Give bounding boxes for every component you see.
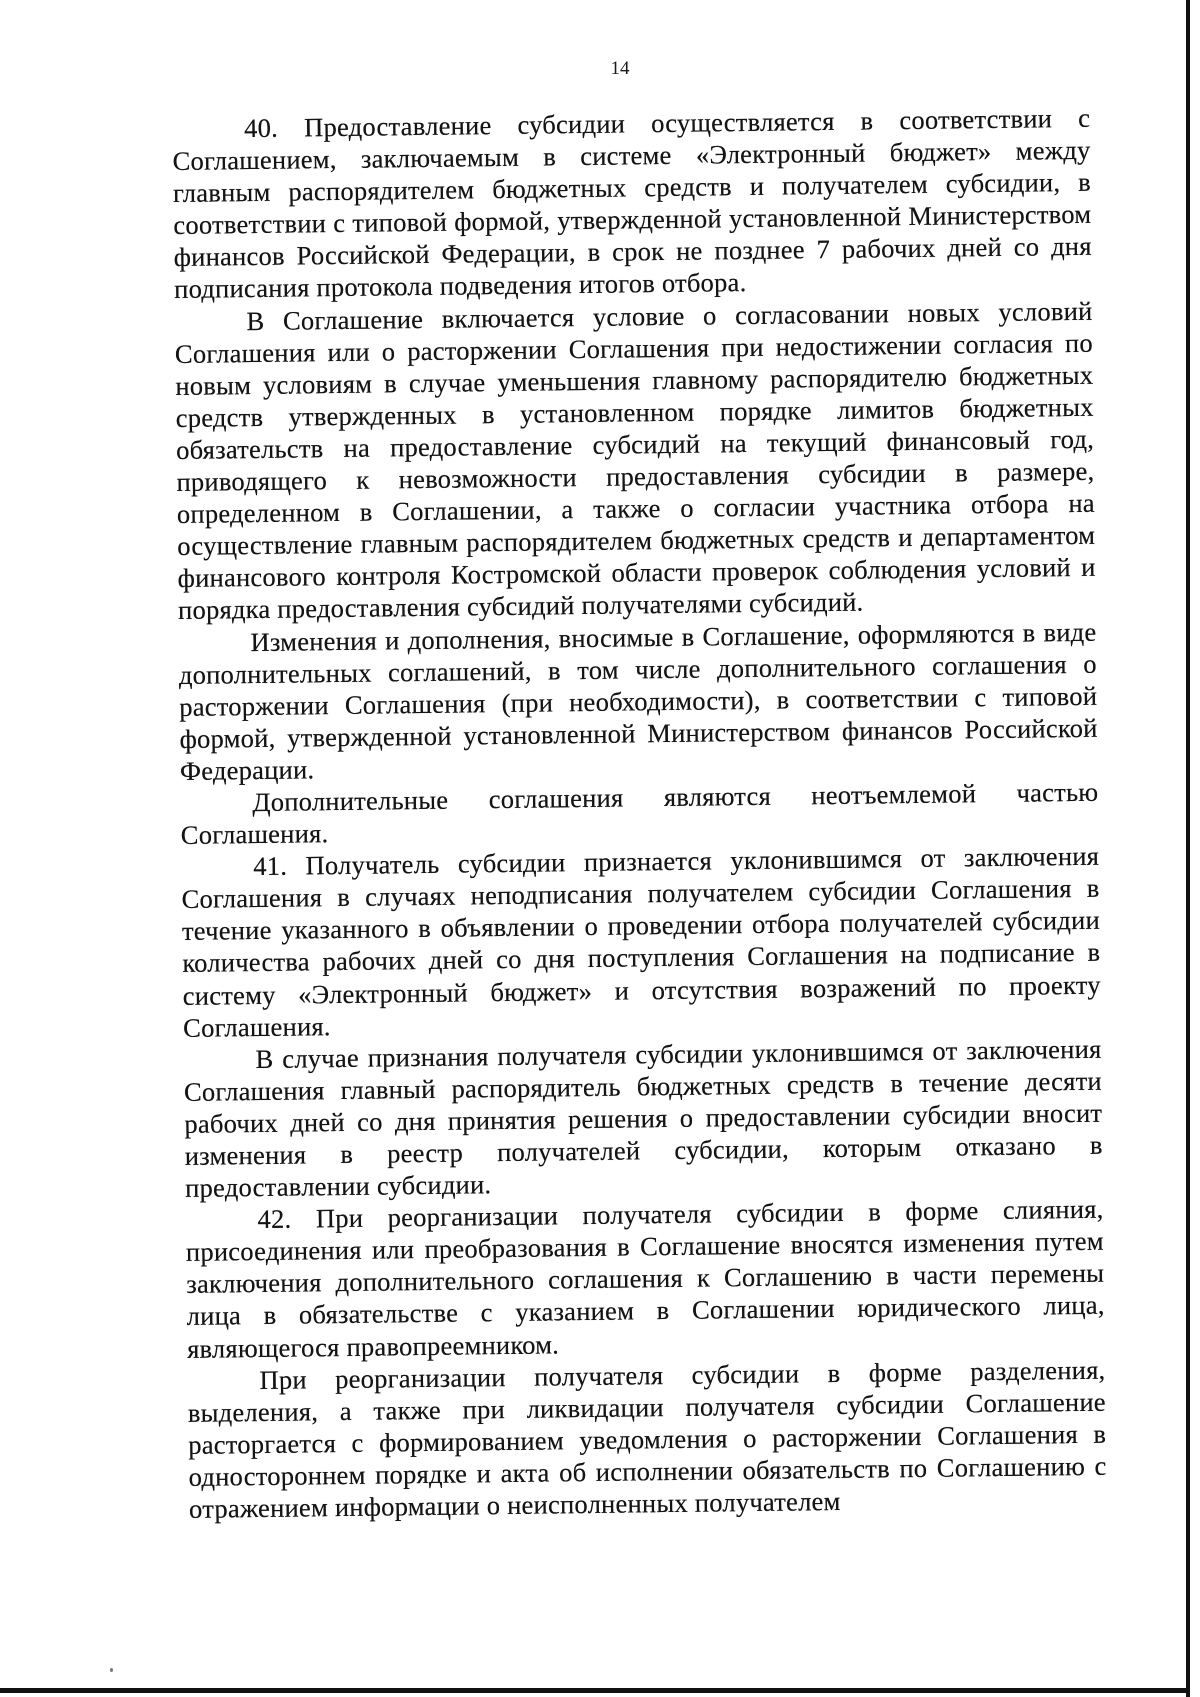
- paragraph-additional-agreements: Дополнительные соглашения являются неотъемлемой частью Соглашения.: [180, 776, 1099, 851]
- document-body: [172, 102, 1107, 1525]
- paragraph-reorganization-termination: При реорганизации получателя субсидии в форме разделения, выделения, а также при ликвидации получателя субсидии Соглашение расторгается с формированием уведомления о расторжении Соглашения в одностороннем порядке и акта об исполнении обязательств по Соглашению с отражением информации о неисполненных получателем: [187, 1354, 1107, 1524]
- paragraph-40: 40. Предоставление субсидии осуществляется в соответствии с Соглашением, заключаемым в системе «Электронный бюджет» между главным распорядителем бюджетных средств и получателем субсидии, в соответствии с типовой формой, утвержденной установленной Министерством финансов Российской Федерации, в срок не позднее 7 рабочих дней со дня подписания протокола подведения итогов отбора.: [172, 102, 1092, 305]
- paragraph-42: 42. При реорганизации получателя субсидии в форме слияния, присоединения или преобразования в Соглашение вносятся изменения путем заключения дополнительного соглашения к Соглашению в части перемены лица в обязательстве с указанием в Соглашении юридического лица, являющегося правопреемником.: [185, 1193, 1105, 1364]
- page-number: 14: [610, 58, 630, 79]
- scan-border-bottom: [0, 1688, 1190, 1693]
- paragraph-amendments: Изменения и дополнения, вносимые в Соглашение, оформляются в виде дополнительных соглашений, в том числе дополнительного соглашения о расторжении Соглашения (при необходимости), в соответствии с типовой формой, утвержденной установленной Министерством финансов Российской Федерации.: [178, 616, 1098, 786]
- paragraph-evasion-consequences: В случае признания получателя субсидии уклонившимся от заключения Соглашения главный распорядитель бюджетных средств в течение десяти рабочих дней со дня принятия решения о предоставлении субсидии вносит изменения в реестр получателей субсидии, которым отказано в предоставлении субсидии.: [183, 1033, 1103, 1204]
- scan-border-right: [1186, 0, 1190, 1697]
- paragraph-agreement-conditions: В Соглашение включается условие о согласовании новых условий Соглашения или о расторжении Соглашения при недостижении согласия по новым условиям в случае уменьшения главному распорядителю бюджетных средств утвержденных в установленном порядке лимитов бюджетных обязательств на предоставление субсидий на текущий финансовый год, приводящего к невозможности предоставления субсидии в размере, определенном в Соглашении, а также о согласии участника отбора на осуществление главным распорядителем бюджетных средств и департаментом финансового контроля Костромской области проверок соблюдения условий и порядка предоставления субсидий получателями субсидий.: [174, 295, 1096, 626]
- scan-speck: [110, 1668, 113, 1672]
- paragraph-41: 41. Получатель субсидии признается уклонившимся от заключения Соглашения в случаях неподписания получателем субсидии Соглашения в течение указанного в объявлении о проведении отбора получателей субсидии количества рабочих дней со дня поступления Соглашения на подписание в систему «Электронный бюджет» и отсутствия возражений по проекту Соглашения.: [181, 840, 1101, 1043]
